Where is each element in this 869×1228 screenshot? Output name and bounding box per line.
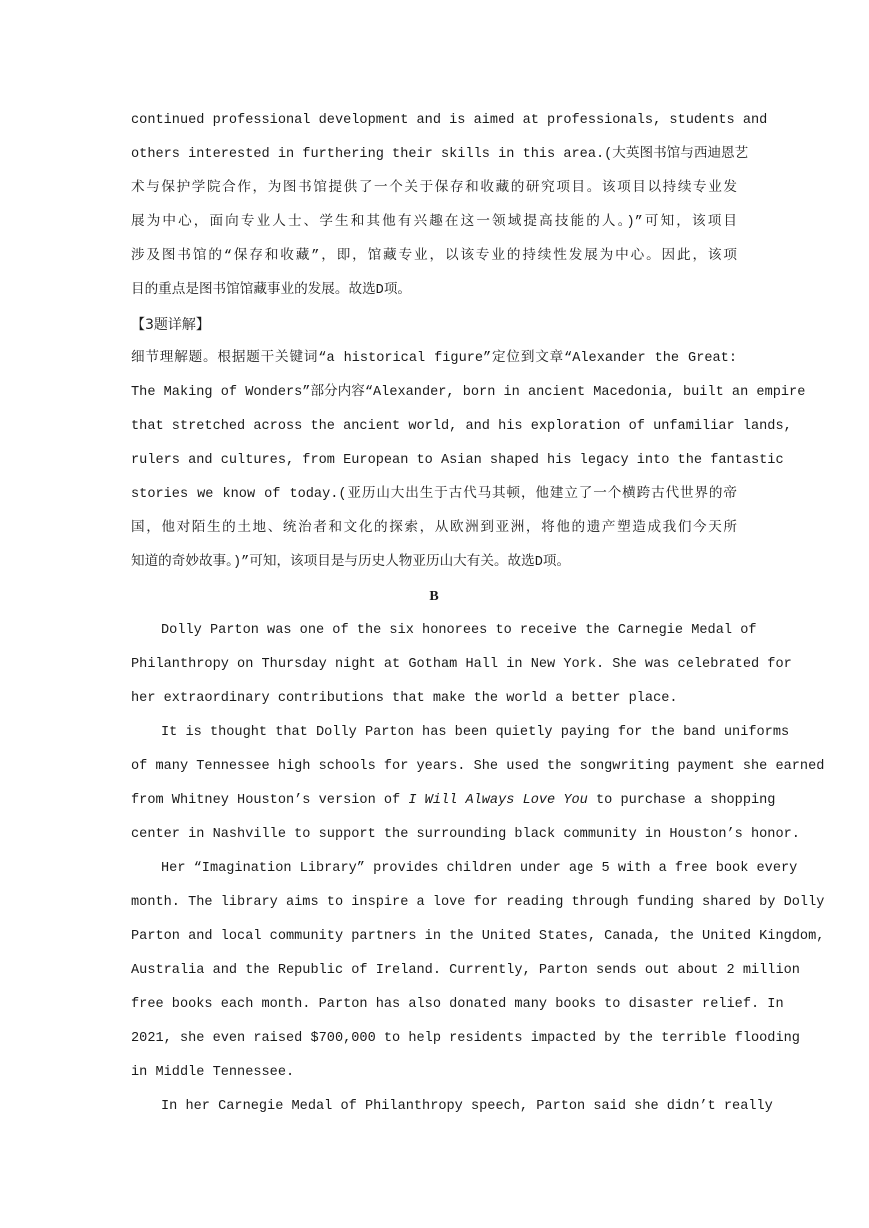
text-line: 涉及图书馆的“保存和收藏”，即，馆藏专业，以该专业的持续性发展为中心。因此，该项 bbox=[131, 249, 737, 264]
q3-explanation bbox=[131, 342, 806, 580]
text-line: center in Nashville to support the surrounding black community in Houston’s honor. bbox=[131, 827, 800, 842]
text-line: of many Tennessee high schools for years. She used the songwriting payment she earned bbox=[131, 759, 825, 774]
text-run: from Whitney Houston’s version of bbox=[131, 793, 409, 808]
section-title: B bbox=[429, 589, 439, 604]
text-line: The Making of Wonders”部分内容“Alexander, born in ancient Macedonia, built an empire bbox=[131, 385, 806, 400]
text-line: 国，他对陌生的土地、统治者和文化的探索，从欧洲到亚洲，将他的遗产塑造成我们今天所 bbox=[131, 521, 737, 536]
text-line: Parton and local community partners in the United States, Canada, the United Kingdom, bbox=[131, 929, 825, 944]
text-line: 知道的奇妙故事。)”可知，该项目是与历史人物亚历山大有关。故选D项。 bbox=[131, 555, 571, 570]
text-line: Her “Imagination Library” provides children under age 5 with a free book every bbox=[161, 861, 798, 876]
text-line: that stretched across the ancient world, and his exploration of unfamiliar lands, bbox=[131, 419, 792, 434]
text-line: Philanthropy on Thursday night at Gotham Hall in New York. She was celebrated for bbox=[131, 657, 792, 672]
text-line: others interested in furthering their skills in this area.(大英图书馆与西迪恩艺 bbox=[131, 147, 749, 162]
paragraph-2 bbox=[131, 716, 825, 852]
document-page bbox=[131, 104, 825, 1124]
text-line: 展为中心，面向专业人士、学生和其他有兴趣在这一领域提高技能的人。)”可知，该项目 bbox=[131, 215, 737, 230]
text-line: It is thought that Dolly Parton has been quietly paying for the band uniforms bbox=[161, 725, 790, 740]
text-line: Dolly Parton was one of the six honorees to receive the Carnegie Medal of bbox=[161, 623, 757, 638]
paragraph-3 bbox=[131, 852, 825, 1090]
paragraph-1 bbox=[131, 614, 792, 716]
text-line: 术与保护学院合作，为图书馆提供了一个关于保存和收藏的研究项目。该项目以持续专业发 bbox=[131, 181, 737, 196]
text-line: In her Carnegie Medal of Philanthropy speech, Parton said she didn’t really bbox=[161, 1099, 773, 1114]
prev-explanation bbox=[131, 104, 768, 308]
text-line-with-title bbox=[131, 784, 776, 818]
text-line: 细节理解题。根据题干关键词“a historical figure”定位到文章“Alexander the Great: bbox=[131, 351, 737, 366]
text-line: month. The library aims to inspire a love for reading through funding shared by Dolly bbox=[131, 895, 825, 910]
text-line: in Middle Tennessee. bbox=[131, 1065, 295, 1080]
text-line: her extraordinary contributions that make the world a better place. bbox=[131, 691, 678, 706]
text-line: 目的重点是图书馆馆藏事业的发展。故选D项。 bbox=[131, 283, 412, 298]
song-title: I Will Always Love You bbox=[408, 793, 588, 808]
text-run: to purchase a shopping bbox=[587, 793, 776, 808]
text-line: 2021, she even raised $700,000 to help residents impacted by the terrible flooding bbox=[131, 1031, 800, 1046]
text-line: rulers and cultures, from European to Asian shaped his legacy into the fantastic bbox=[131, 453, 784, 468]
paragraph-4 bbox=[131, 1090, 773, 1124]
text-line: stories we know of today.(亚历山大出生于古代马其顿，他建立了一个横跨古代世界的帝 bbox=[131, 487, 737, 502]
text-line: Australia and the Republic of Ireland. Currently, Parton sends out about 2 million bbox=[131, 963, 800, 978]
text-line: continued professional development and is aimed at professionals, students and bbox=[131, 113, 768, 128]
q3-heading: 【3题详解】 bbox=[131, 317, 210, 333]
text-line: free books each month. Parton has also donated many books to disaster relief. In bbox=[131, 997, 784, 1012]
